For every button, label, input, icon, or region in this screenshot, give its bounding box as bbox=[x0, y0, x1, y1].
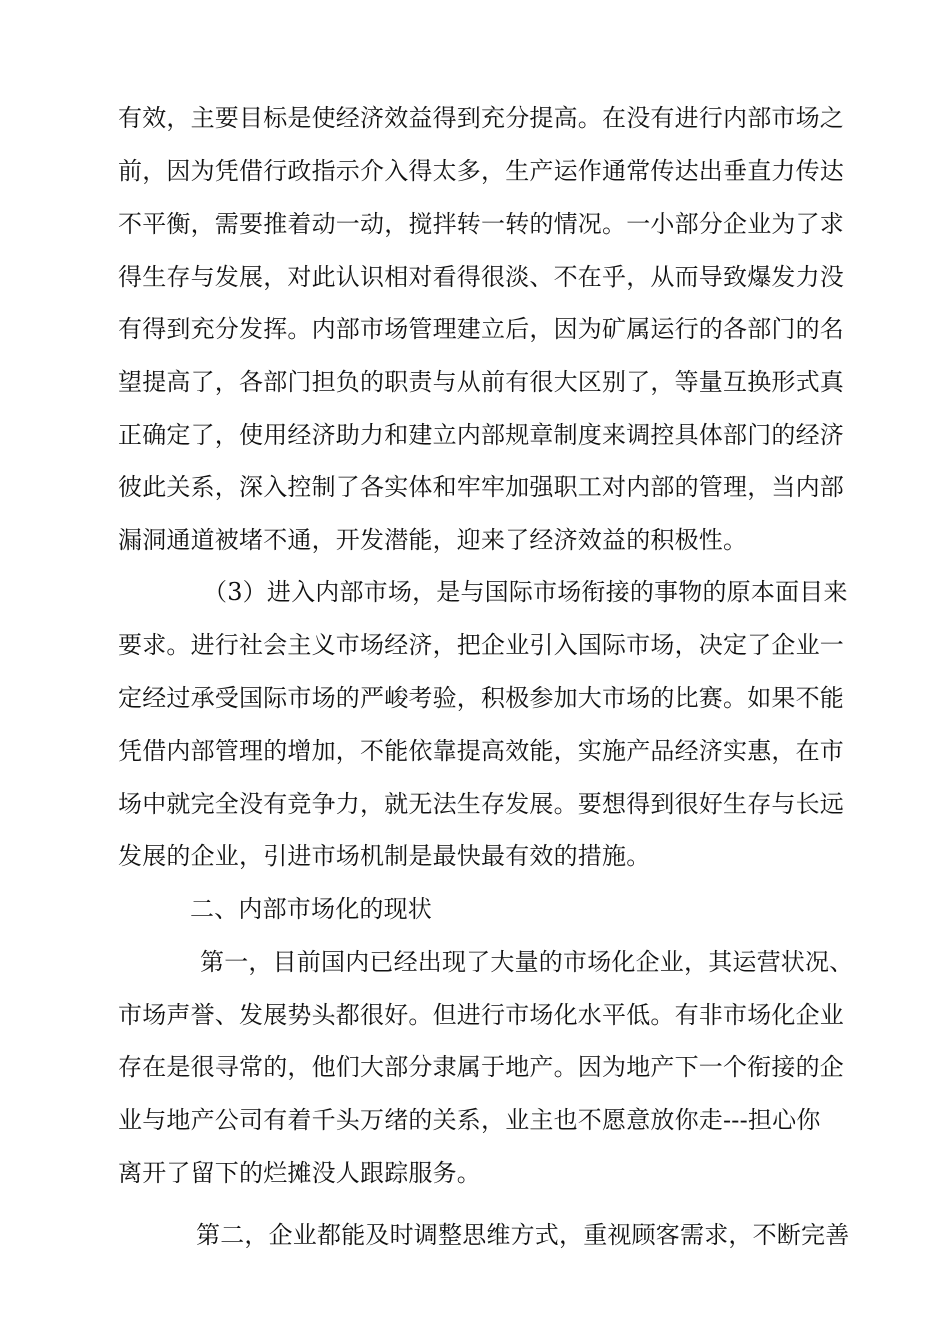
text-line: 彼此关系，深入控制了各实体和牢牢加强职工对内部的管理，当内部 bbox=[118, 473, 844, 501]
text-line: 漏洞通道被堵不通，开发潜能，迎来了经济效益的积极性。 bbox=[118, 526, 748, 554]
text-line: 正确定了，使用经济助力和建立内部规章制度来调控具体部门的经济 bbox=[118, 421, 844, 449]
text-line: 凭借内部管理的增加，不能依靠提高效能，实施产品经济实惠，在市 bbox=[118, 737, 844, 765]
section-heading: 二、内部市场化的现状 bbox=[190, 895, 432, 923]
text-line: 得生存与发展，对此认识相对看得很淡、不在乎，从而导致爆发力没 bbox=[118, 263, 844, 291]
text-line: 有得到充分发挥。内部市场管理建立后，因为矿属运行的各部门的名 bbox=[118, 315, 844, 343]
text-line: 市场声誉、发展势头都很好。但进行市场化水平低。有非市场化企业 bbox=[118, 1001, 844, 1029]
text-line: 业与地产公司有着千头万绪的关系，业主也不愿意放你走---担心你 bbox=[118, 1106, 821, 1134]
text-line: （3）进入内部市场，是与国际市场衔接的事物的原本面目来 bbox=[203, 578, 848, 606]
text-line: 望提高了，各部门担负的职责与从前有很大区别了，等量互换形式真 bbox=[118, 368, 844, 396]
text-line: 不平衡，需要推着动一动，搅拌转一转的情况。一小部分企业为了求 bbox=[118, 210, 844, 238]
text-line: 存在是很寻常的，他们大部分隶属于地产。因为地产下一个衔接的企 bbox=[118, 1053, 844, 1081]
text-line: 发展的企业，引进市场机制是最快最有效的措施。 bbox=[118, 842, 651, 870]
text-line: 要求。进行社会主义市场经济，把企业引入国际市场，决定了企业一 bbox=[118, 631, 844, 659]
text-line: 第二，企业都能及时调整思维方式，重视顾客需求，不断完善 bbox=[196, 1221, 850, 1249]
text-line: 场中就完全没有竞争力，就无法生存发展。要想得到很好生存与长远 bbox=[118, 790, 844, 818]
text-line: 有效，主要目标是使经济效益得到充分提高。在没有进行内部市场之 bbox=[118, 104, 844, 132]
text-line: 第一，目前国内已经出现了大量的市场化企业，其运营状况、 bbox=[200, 948, 854, 976]
text-line: 离开了留下的烂摊没人跟踪服务。 bbox=[118, 1159, 481, 1187]
text-line: 前，因为凭借行政指示介入得太多，生产运作通常传达出垂直力传达 bbox=[118, 157, 844, 185]
text-line: 定经过承受国际市场的严峻考验，积极参加大市场的比赛。如果不能 bbox=[118, 684, 844, 712]
